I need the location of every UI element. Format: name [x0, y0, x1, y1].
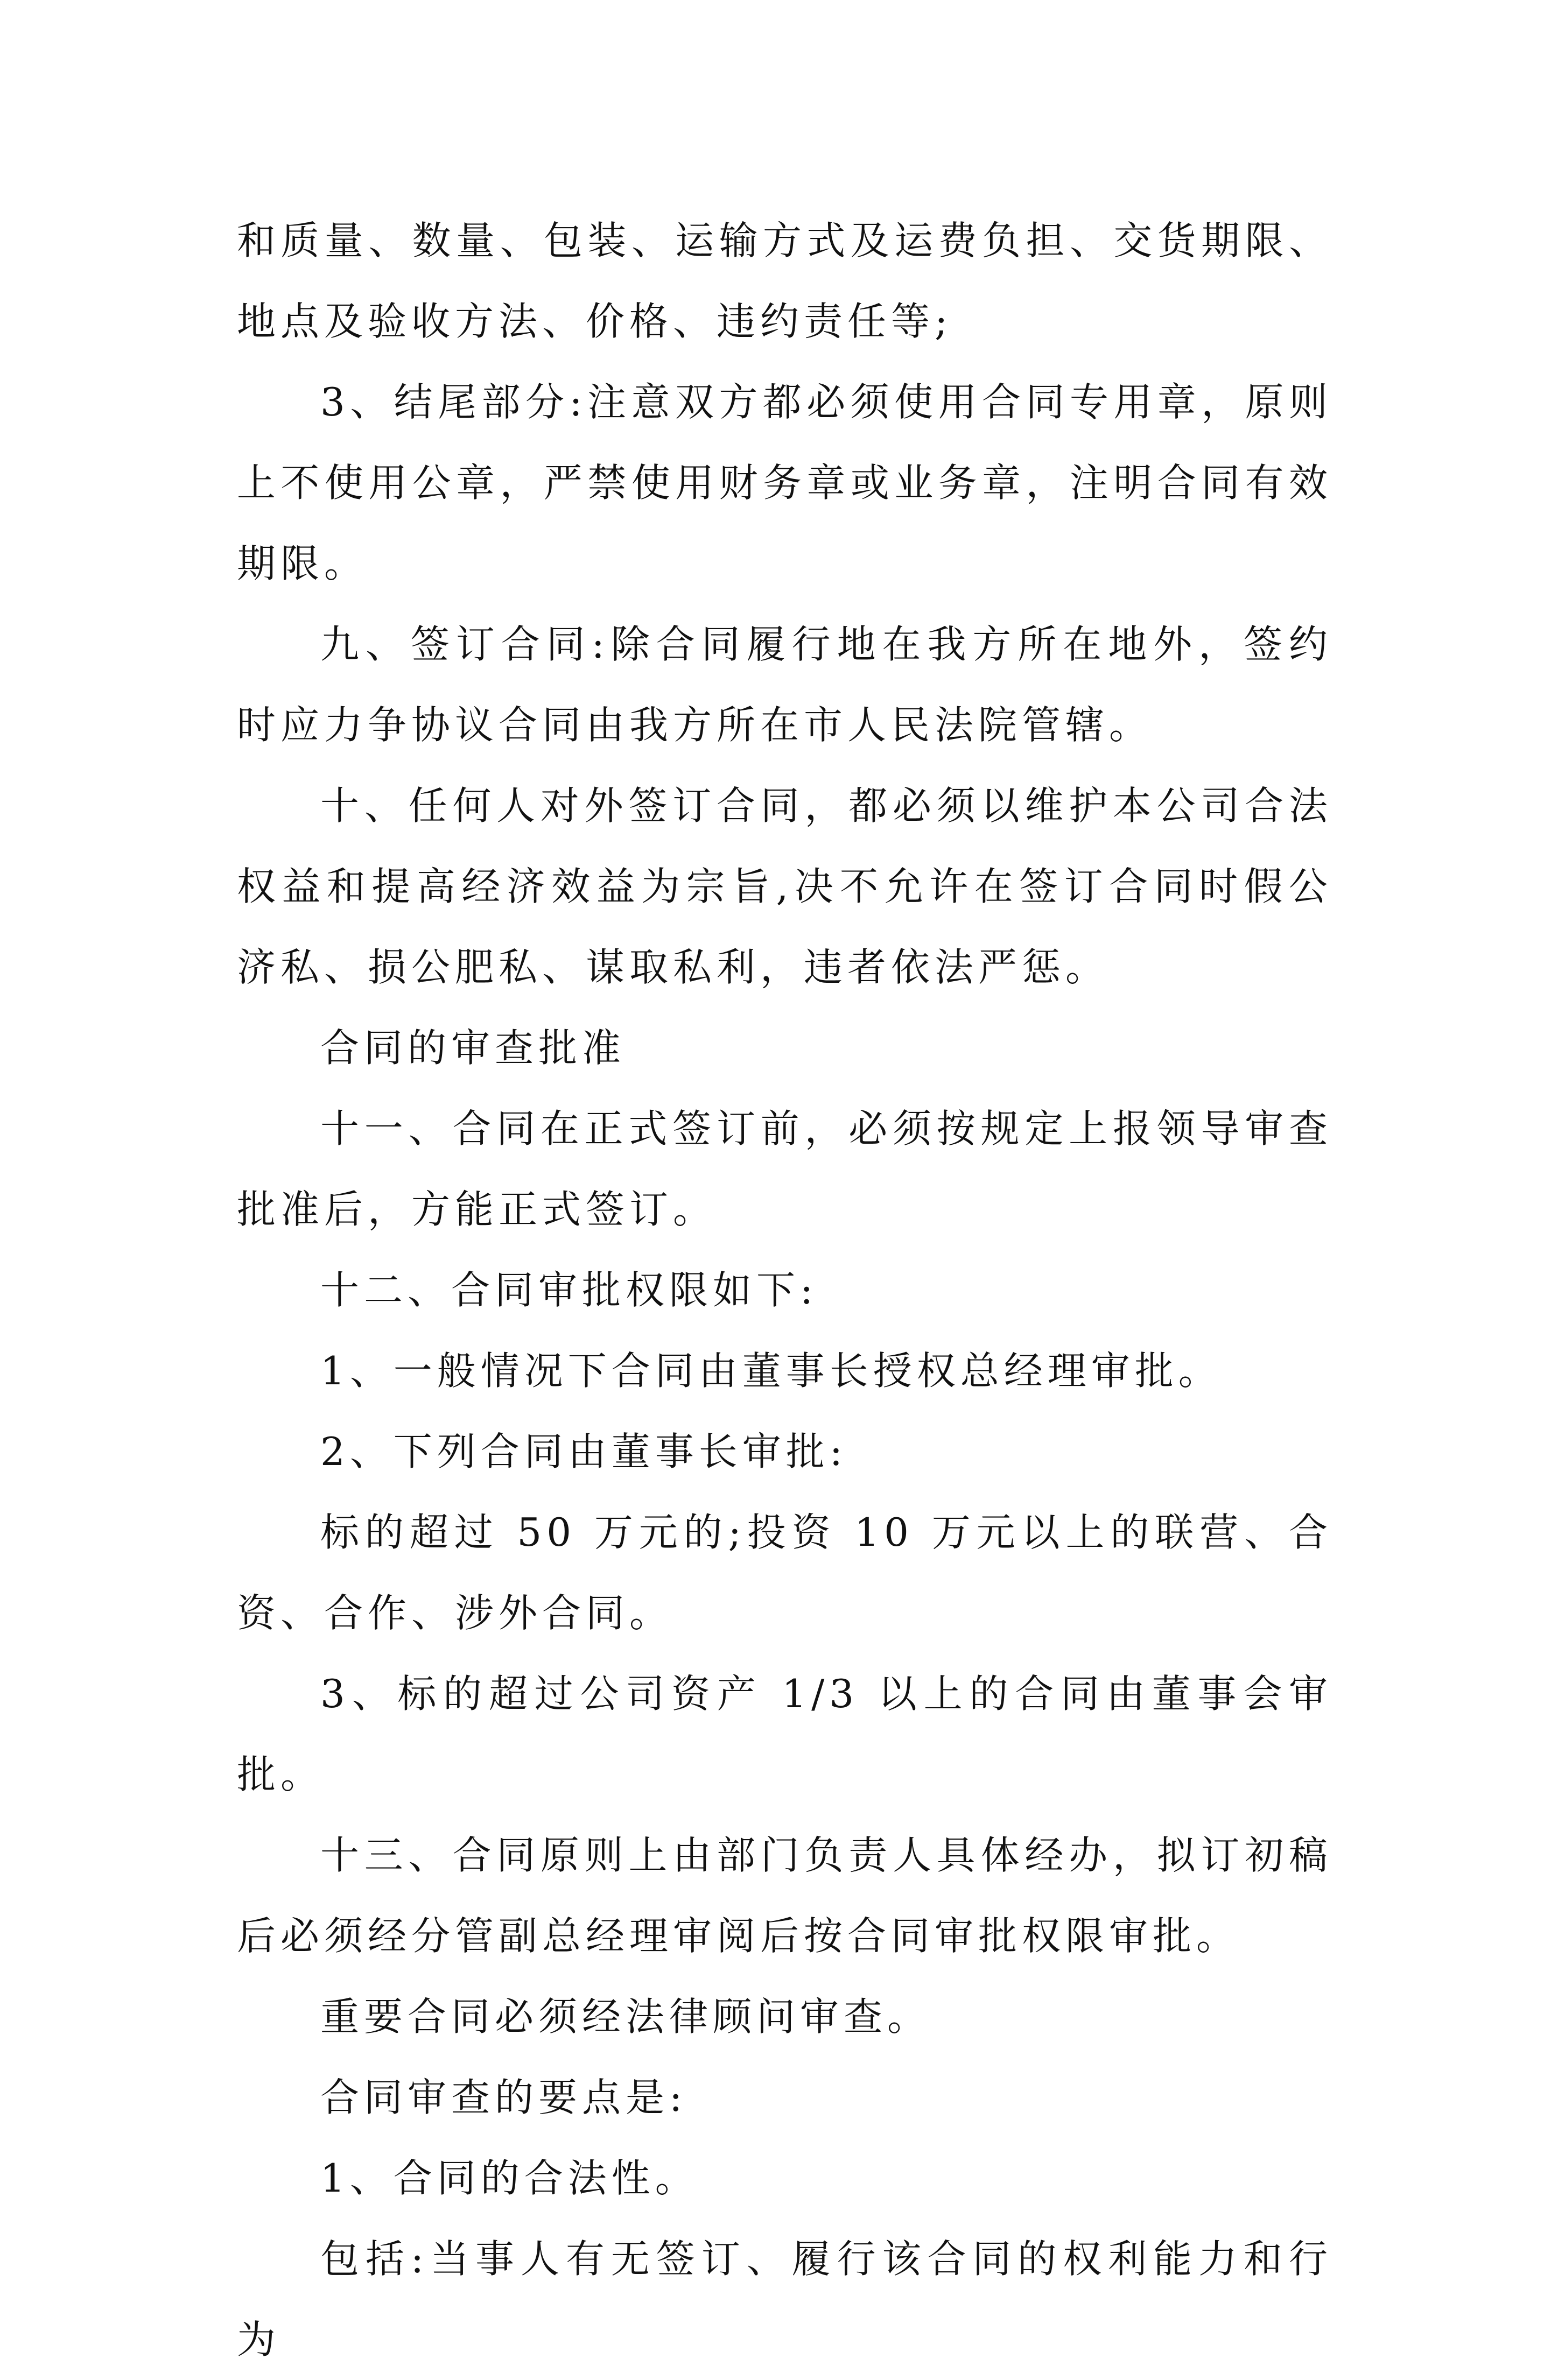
paragraph-closing-section: 3、结尾部分:注意双方都必须使用合同专用章，原则上不使用公章，严禁使用财务章或业务章，注明合同有效期限。 — [237, 379, 1332, 586]
paragraph-item-12-2: 2、下列合同由董事长审批: — [320, 1429, 848, 1474]
paragraph-item-13: 十三、合同原则上由部门负责人具体经办，拟订初稿后必须经分管副总经理审阅后按合同审批权限审批。 — [237, 1833, 1332, 1959]
paragraph-item-10: 十、任何人对外签订合同，都必须以维护本公司合法权益和提高经济效益为宗旨,决不允许在签订合同时假公济私、损公肥私、谋取私利，违者依法严惩。 — [237, 783, 1332, 990]
paragraph-item-11: 十一、合同在正式签订前，必须按规定上报领导审查批准后，方能正式签订。 — [237, 1106, 1332, 1232]
paragraph-item-12: 十二、合同审批权限如下: — [320, 1268, 818, 1313]
paragraph-review-point-1: 1、合同的合法性。 — [320, 2156, 699, 2201]
document-body — [237, 200, 1332, 2380]
paragraph-item-12-1: 1、一般情况下合同由董事长授权总经理审批。 — [320, 1348, 1222, 1393]
paragraph-review-point-1-detail: 包括:当事人有无签订、履行该合同的权利能力和行为 — [237, 2236, 1332, 2362]
paragraph-quality-terms: 和质量、数量、包装、运输方式及运费负担、交货期限、地点及验收方法、价格、违约责任等; — [237, 218, 1332, 344]
paragraph-legal-review: 重要合同必须经法律顾问审查。 — [320, 1994, 931, 2039]
section-heading-review-approval: 合同的审查批准 — [320, 1025, 626, 1071]
paragraph-item-9: 九、签订合同:除合同履行地在我方所在地外，签约时应力争协议合同由我方所在市人民法院管辖。 — [237, 622, 1332, 748]
paragraph-item-12-2-detail: 标的超过 50 万元的;投资 10 万元以上的联营、合资、合作、涉外合同。 — [237, 1510, 1332, 1636]
paragraph-item-12-3: 3、标的超过公司资产 1/3 以上的合同由董事会审批。 — [237, 1671, 1332, 1797]
paragraph-review-points: 合同审查的要点是: — [320, 2075, 687, 2120]
